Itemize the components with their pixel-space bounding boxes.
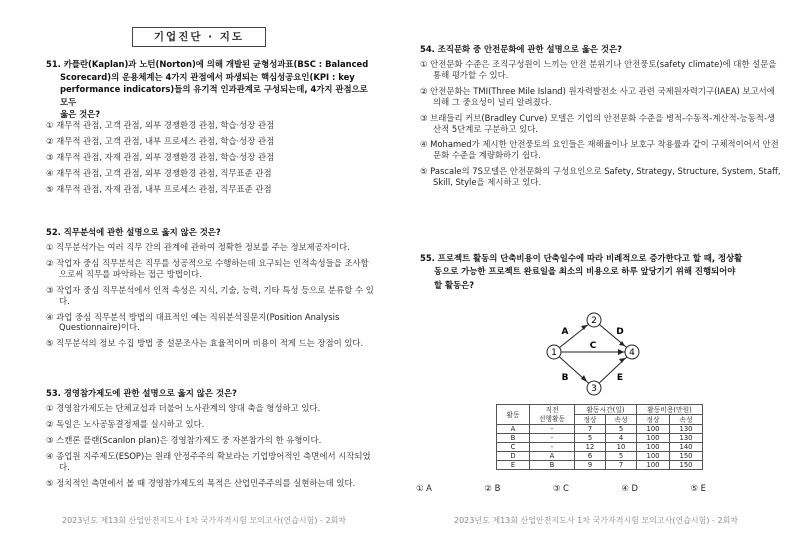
th-cost-normal: 정상 [637, 415, 670, 425]
cell-pred: - [530, 443, 575, 452]
th-time-crash: 속성 [606, 415, 637, 425]
option-51-5[interactable]: ⑤ 재무적 관점, 자재 관점, 내부 프로세스 관점, 직무표준 관점 [46, 183, 272, 194]
cell-activity: E [497, 461, 530, 470]
option-52-5[interactable]: ⑤ 직무분석의 정보 수집 방법 중 설문조사는 효율적이며 비용이 적게 드는 장점이 있다. [46, 338, 364, 349]
option-53-3[interactable]: ③ 스캔론 플랜(Scanlon plan)은 경영참가제도 중 자본참가의 한 유형이다. [46, 434, 322, 445]
table-row [497, 452, 703, 461]
cell-c-crash: 130 [670, 434, 703, 443]
option-51-2[interactable]: ② 재무적 관점, 고객 관점, 내부 프로세스 관점, 학습·성장 관점 [46, 135, 275, 146]
activity-table [496, 404, 703, 470]
cell-pred: - [530, 434, 575, 443]
edge-B [554, 352, 594, 388]
th-activity: 활동 [497, 405, 530, 425]
cell-t-crash: 4 [606, 434, 637, 443]
cell-c-crash: 150 [670, 452, 703, 461]
cell-t-normal: 7 [575, 425, 606, 434]
table-row [497, 443, 703, 452]
question-52-stem: 52. 직무분석에 관한 설명으로 옳지 않은 것은? [46, 227, 221, 237]
question-55-stem: 55. 프로젝트 활동의 단축비용이 단축일수에 따라 비례적으로 증가한다고 할 때, 정상활 동으로 가능한 프로젝트 완료일을 최소의 비용으로 하루 앞당기기 위해 진행되어야 할 활동은? [420, 253, 743, 290]
option-51-1[interactable]: ① 재무적 관점, 고객 관점, 외부 경쟁환경 관점, 학습·성장 관점 [46, 120, 275, 130]
arrow-E [619, 358, 625, 363]
cell-t-normal: 5 [575, 434, 606, 443]
activity-E-label: E [616, 373, 624, 383]
question-54 [420, 44, 782, 193]
th-pred-1: 직전 [530, 405, 575, 415]
node-4-label: 4 [629, 348, 635, 358]
question-53-stem: 53. 경영참가제도에 관한 설명으로 옳지 않은 것은? [46, 388, 237, 398]
option-52-3[interactable]: ③ 작업자 중심 직무분석에서 인적 속성은 지식, 기술, 능력, 기타 특성 등으로 분류할 수 있다. [46, 284, 374, 306]
node-3-label: 3 [591, 384, 597, 394]
question-51-stem: 51. 카플란(Kaplan)과 노턴(Norton)에 의해 개발된 균형성과표(BSC : Balanced Scorecard)의 운용체계는 4가지 관점에서 파생되는 핵심성공요인(KPI : key performance indicators)들의 유기적 인과관계로 구성되는데, 4가지 관점으로 모두 옳은 것은? [46, 59, 369, 120]
edge-A [554, 320, 594, 352]
option-51-3[interactable]: ③ 재무적 관점, 자재 관점, 외부 경쟁환경 관점, 학습·성장 관점 [46, 151, 275, 162]
footer-right: 2023년도 제13회 산업안전지도사 1차 국가자격시험 모의고사(연습시험) - 2회차 [454, 516, 739, 525]
cell-c-crash: 150 [670, 461, 703, 470]
cell-activity: B [497, 434, 530, 443]
option-55-3[interactable]: ③ C [552, 483, 569, 493]
question-51-options [46, 120, 376, 200]
option-52-2[interactable]: ② 작업자 중심 직무분석은 직무를 성공적으로 수행하는데 요구되는 인적속성들을 조사함으로써 직무를 파악하는 접근 방법이다. [46, 257, 369, 279]
cell-t-crash: 10 [606, 443, 637, 452]
question-55-options [416, 483, 706, 494]
option-53-5[interactable]: ⑤ 정치적인 측면에서 볼 때 경영참가제도의 목적은 산업민주주의를 실현하는데 있다. [46, 477, 356, 488]
table-row [497, 425, 703, 434]
question-55 [420, 252, 782, 296]
option-53-4[interactable]: ④ 종업원 지주제도(ESOP)는 원래 안정주주의 확보라는 기업방어적인 측면에서 시작되었다. [46, 450, 371, 472]
question-54-stem: 54. 조직문화 중 안전문화에 관한 설명으로 옳은 것은? [420, 44, 622, 54]
cell-pred: B [530, 461, 575, 470]
cell-t-normal: 12 [575, 443, 606, 452]
arrow-B [581, 375, 587, 382]
cell-c-normal: 100 [637, 434, 670, 443]
option-53-2[interactable]: ② 독일은 노사공동결정제를 실시하고 있다. [46, 418, 205, 429]
cell-pred: - [530, 425, 575, 434]
option-54-2[interactable]: ② 안전문화는 TMI(Three Mile Island) 원자력발전소 사고 관련 국제원자력기구(IAEA) 보고서에 의해 그 중요성이 널리 알려졌다. [420, 85, 775, 107]
cell-c-crash: 140 [670, 443, 703, 452]
option-52-4[interactable]: ④ 과업 중심 직무분석 방법의 대표적인 예는 직위분석질문지(Position Analysis Questionnaire)이다. [46, 311, 340, 333]
question-53 [46, 388, 376, 493]
cell-t-normal: 6 [575, 452, 606, 461]
question-51 [46, 58, 376, 125]
th-pred-2: 선행활동 [530, 415, 575, 425]
question-52 [46, 227, 376, 354]
option-54-1[interactable]: ① 안전문화 수준은 조직구성원이 느끼는 안전 분위기나 안전풍토(safety climate)에 대한 설문을 통해 평가할 수 있다. [420, 58, 777, 80]
option-55-2[interactable]: ② B [484, 483, 501, 493]
option-51-4[interactable]: ④ 재무적 관점, 고객 관점, 외부 경쟁환경 관점, 직무표준 관점 [46, 167, 272, 178]
cell-t-crash: 5 [606, 425, 637, 434]
edge-E [594, 352, 632, 388]
node-1-label: 1 [551, 348, 557, 358]
cell-c-normal: 100 [637, 452, 670, 461]
activity-D-label: D [616, 327, 624, 337]
cell-t-normal: 9 [575, 461, 606, 470]
cell-c-normal: 100 [637, 443, 670, 452]
th-time: 활동시간(일) [575, 405, 637, 415]
option-55-1[interactable]: ① A [416, 483, 432, 493]
option-54-4[interactable]: ④ Mohamed가 제시한 안전풍토의 요인들은 재해율이나 보호구 착용률과 같이 구체적이어서 안전문화 수준을 계량화하기 쉽다. [420, 139, 779, 161]
table-row [497, 461, 703, 470]
table-row [497, 434, 703, 443]
option-54-5[interactable]: ⑤ Pascale의 7S모델은 안전문화의 구성요인으로 Safety, Strategy, Structure, System, Staff, Skill, Style을 제시하고 있다. [420, 166, 781, 188]
cell-c-normal: 100 [637, 461, 670, 470]
network-diagram [540, 308, 650, 400]
option-52-1[interactable]: ① 직무분석가는 여러 직무 간의 관계에 관하여 정확한 정보를 주는 정보제공자이다. [46, 241, 350, 252]
node-2-label: 2 [591, 316, 597, 326]
option-55-5[interactable]: ⑤ E [690, 483, 706, 493]
option-54-3[interactable]: ③ 브래들리 커브(Bradley Curve) 모델은 기업의 안전문화 수준을 병적-수동적-계산적-능동적-생산적 5단계로 구분하고 있다. [420, 112, 776, 134]
activity-A-label: A [561, 327, 569, 337]
th-cost: 활동비용(만원) [637, 405, 703, 415]
footer-left: 2023년도 제13회 산업안전지도사 1차 국가자격시험 모의고사(연습시험) - 2회차 [62, 516, 347, 525]
section-title: 기업진단 · 지도 [132, 27, 266, 47]
cell-c-crash: 130 [670, 425, 703, 434]
activity-B-label: B [561, 373, 569, 383]
cell-c-normal: 100 [637, 425, 670, 434]
th-time-normal: 정상 [575, 415, 606, 425]
cell-activity: A [497, 425, 530, 434]
th-cost-crash: 속성 [670, 415, 703, 425]
cell-pred: A [530, 452, 575, 461]
cell-activity: C [497, 443, 530, 452]
cell-activity: D [497, 452, 530, 461]
option-55-4[interactable]: ④ D [621, 483, 638, 493]
cell-t-crash: 5 [606, 452, 637, 461]
cell-t-crash: 7 [606, 461, 637, 470]
option-53-1[interactable]: ① 경영참가제도는 단체교섭과 더불어 노사관계의 양대 축을 형성하고 있다. [46, 402, 321, 413]
arrow-C [618, 349, 624, 355]
activity-C-label: C [589, 341, 597, 351]
